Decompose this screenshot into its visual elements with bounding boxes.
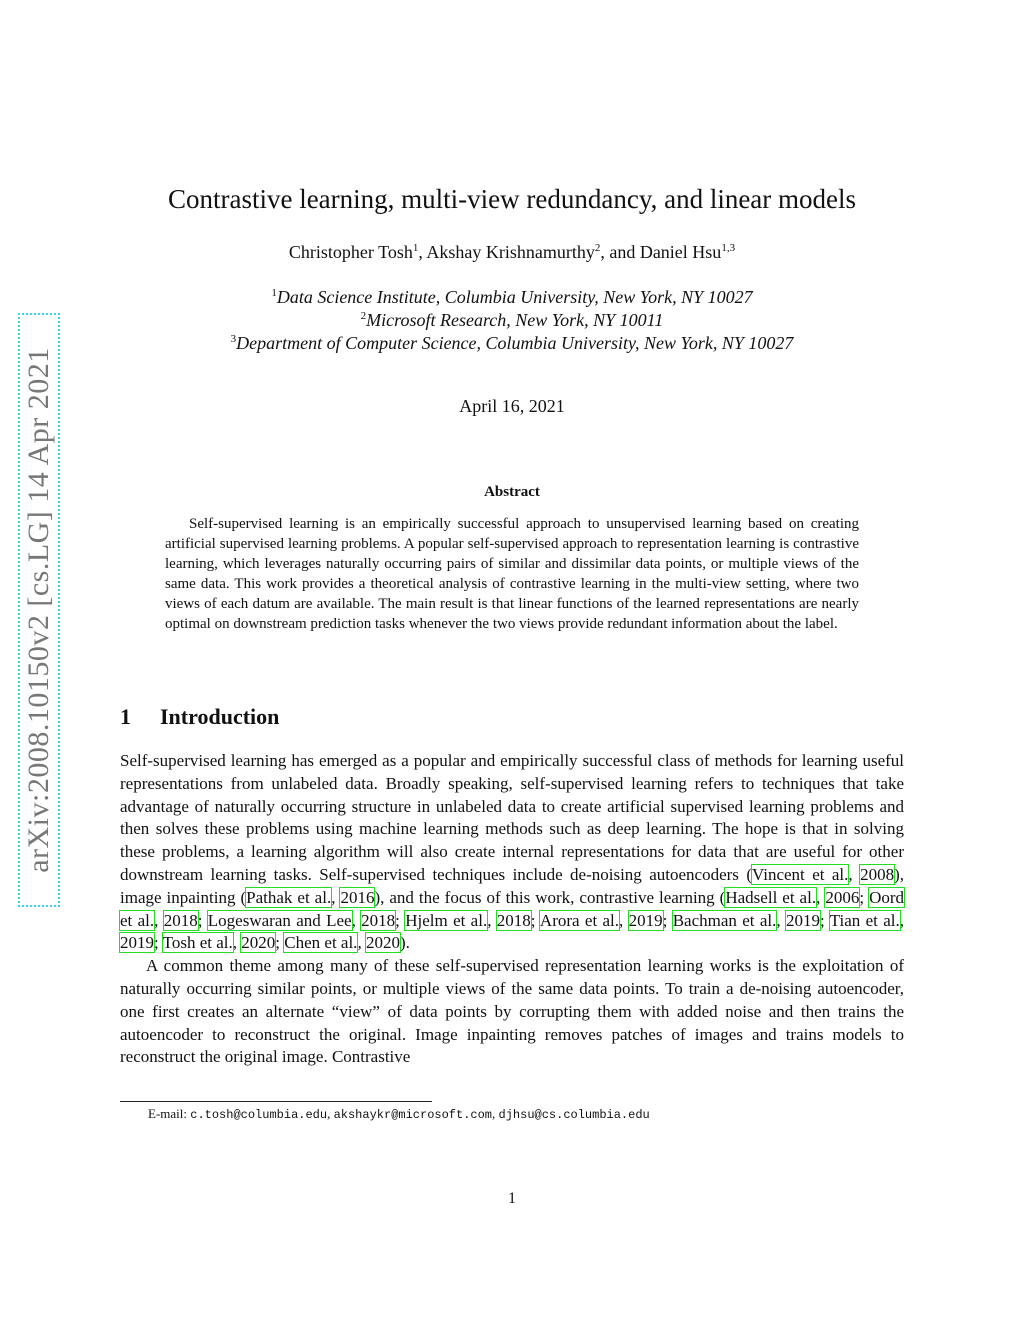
author-krishnamurthy: , Akshay Krishnamurthy	[418, 242, 595, 262]
author-list	[0, 242, 1024, 263]
section-number: 1	[120, 704, 131, 729]
author-tosh-affil: 1	[412, 242, 419, 254]
affiliation-2	[0, 310, 1024, 331]
author-hsu-affil: 1,3	[721, 242, 736, 254]
citation-link[interactable]: Tian et al.	[829, 910, 900, 930]
arxiv-identifier: arXiv:2008.10150v2 [cs.LG] 14 Apr 2021	[22, 347, 56, 873]
paper-title: Contrastive learning, multi-view redundancy, and linear models	[167, 184, 857, 214]
footnote-emails: E-mail: c.tosh@columbia.edu, akshaykr@microsoft.com, djhsu@cs.columbia.edu	[148, 1106, 650, 1122]
citation-link[interactable]: Pathak et al.	[246, 887, 332, 907]
introduction-body	[120, 750, 904, 1069]
affiliation-1-sup: 1	[271, 287, 277, 299]
citation-year-link[interactable]: 2018	[496, 910, 531, 930]
affiliation-2-text: Microsoft Research, New York, NY 10011	[366, 310, 664, 330]
citation-year-link[interactable]: 2019	[785, 910, 820, 930]
section-title: Introduction	[160, 704, 280, 729]
citation-year-link[interactable]: 2018	[163, 910, 198, 930]
citation-year-link[interactable]: 2019	[628, 910, 663, 930]
email-krishnamurthy[interactable]: akshaykr@microsoft.com	[333, 1108, 493, 1122]
citation-year-link[interactable]: 2006	[825, 887, 860, 907]
footnote-label: E-mail:	[148, 1106, 191, 1121]
abstract-heading: Abstract	[484, 484, 540, 500]
intro-text: ).	[399, 933, 410, 953]
footnote-rule	[120, 1101, 432, 1102]
email-tosh[interactable]: c.tosh@columbia.edu	[190, 1108, 328, 1122]
intro-text: ), image inpainting (	[120, 864, 904, 907]
citation-year-link[interactable]: 2008	[860, 864, 895, 884]
affiliation-3-sup: 3	[230, 333, 237, 345]
author-tosh: Christopher Tosh	[288, 242, 413, 262]
citation-year-link[interactable]: 2020	[241, 933, 276, 953]
citation-link[interactable]: Chen et al.	[284, 933, 358, 953]
citation-year-link[interactable]: 2020	[365, 933, 400, 953]
paper-date: April 16, 2021	[459, 396, 565, 416]
intro-paragraph-2: A common theme among many of these self-supervised representation learning works is the exploitation of naturally occurring similar points, or multiple views of the same data points. To train a de-noising autoencoder, one first creates an alternate “view” of data points by corrupting them with added noise and then trains the autoencoder to reconstruct the original. Image inpainting removes patches of images and trains models to reconstruct the original image. Contrastive	[120, 956, 904, 1067]
citation-link[interactable]: Tosh et al.	[162, 933, 233, 953]
affiliation-3	[0, 333, 1024, 354]
citation-link[interactable]: Oord et al.	[120, 887, 905, 930]
author-hsu: , and Daniel Hsu	[600, 242, 722, 262]
affiliation-1	[0, 287, 1024, 308]
intro-text: Self-supervised learning has emerged as a popular and empirically successful class of methods for learning useful representations from unlabeled data. Broadly speaking, self-supervised learning refers to techniques that take advantage of naturally occurring structure in unlabeled data to create artificial supervised learning problems and then solves these problems using machine learning methods such as deep learning. The hope is that in solving these problems, a learning algorithm will also create internal representations for data that are useful for other downstream learning tasks. Self-supervised techniques include de-noising autoencoders (	[120, 751, 904, 884]
citation-link[interactable]: Logeswaran and Lee	[207, 910, 352, 930]
affiliation-3-text: Department of Computer Science, Columbia University, New York, NY 10027	[236, 333, 794, 353]
affiliation-2-sup: 2	[360, 310, 367, 322]
affiliation-1-text: Data Science Institute, Columbia University, New York, NY 10027	[276, 287, 753, 307]
citation-link[interactable]: Bachman et al.	[672, 910, 777, 930]
intro-text: ), and the focus of this work, contrastive learning (	[374, 887, 726, 907]
citation-link[interactable]: Vincent et al.	[751, 864, 849, 884]
author-krishnamurthy-affil: 2	[594, 242, 601, 254]
abstract-body: Self-supervised learning is an empirically successful approach to unsupervised learning based on creating artificial supervised learning problems. A popular self-supervised approach to representation learning is contrastive learning, which leverages naturally occurring pairs of similar and dissimilar data points, or multiple views of the same data. This work provides a theoretical analysis of contrastive learning in the multi-view setting, where two views of each datum are available. The main result is that linear functions of the learned representations are nearly optimal on downstream prediction tasks whenever the two views provide redundant information about the label.	[165, 516, 859, 632]
citation-year-link[interactable]: 2018	[361, 910, 396, 930]
citation-link[interactable]: Hadsell et al.	[725, 887, 817, 907]
citation-link[interactable]: Arora et al.	[539, 910, 620, 930]
citation-link[interactable]: Hjelm et al.	[405, 910, 488, 930]
page-number: 1	[508, 1190, 516, 1207]
citation-year-link[interactable]: 2016	[340, 887, 375, 907]
section-heading	[120, 704, 279, 730]
email-hsu[interactable]: djhsu@cs.columbia.edu	[498, 1108, 650, 1122]
intro-paragraph-1: Self-supervised learning has emerged as a popular and empirically successful class of methods for learning useful representations from unlabeled data. Broadly speaking, self-supervised learning refers to techniques that take advantage of naturally occurring structure in unlabeled data to create artificial supervised learning problems and then solves these problems using machine learning methods such as deep learning. The hope is that in solving these problems, a learning algorithm will also create internal representations for data that are useful for other downstream learning tasks. Self-supervised techniques include de-noising autoencoders (Vincent et al., 2008), image inpainting (Pathak et al., 2016), and the focus of this work, contrastive learning (Hadsell et al., 2006; Oord et al., 2018; Logeswaran and Lee, 2018; Hjelm et al., 2018; Arora et al., 2019; Bachman et al., 2019; Tian et al., 2019; Tosh et al., 2020; Chen et al., 2020).	[120, 751, 905, 953]
citation-year-link[interactable]: 2019	[120, 933, 154, 953]
